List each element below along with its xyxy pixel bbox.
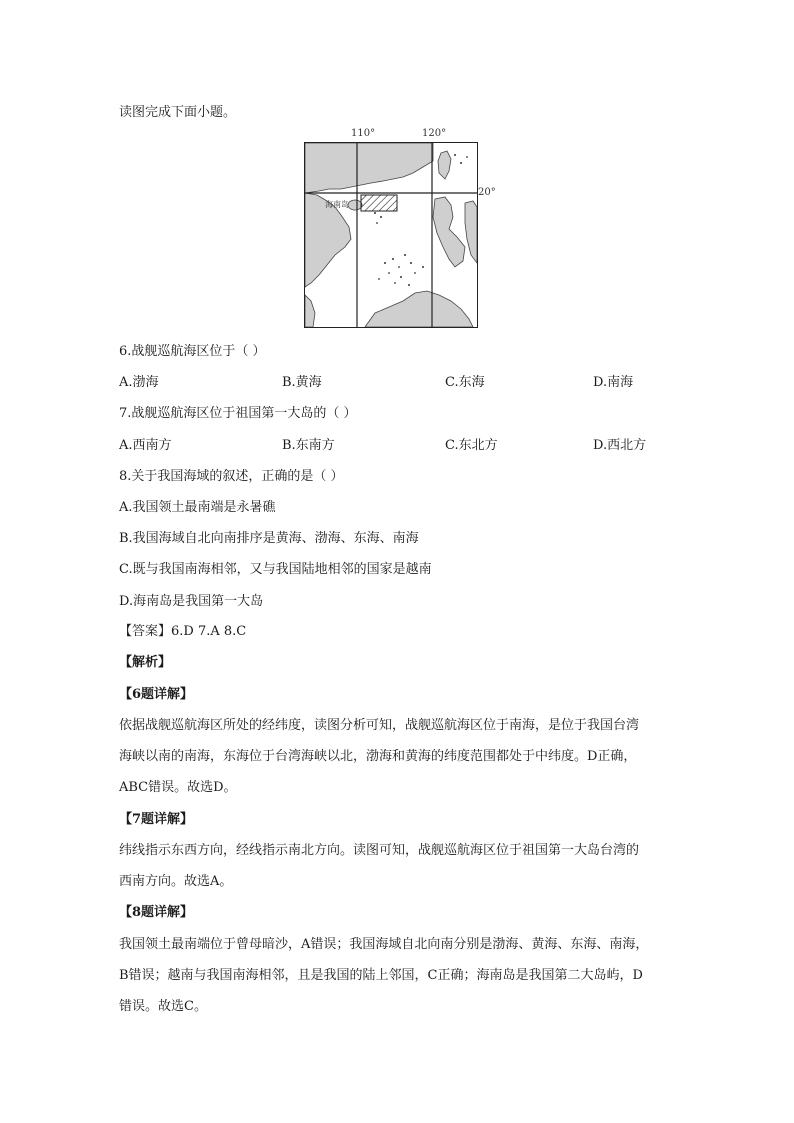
- answer-line: 【答案】6.D 7.A 8.C: [119, 624, 247, 639]
- south-china-sea-map: [304, 142, 478, 328]
- detail-7-heading: 【7题详解】: [119, 812, 194, 827]
- detail-7-line-1: 纬线指示东西方向，经线指示南北方向。读图可知，战舰巡航海区位于祖国第一大岛台湾的: [119, 843, 640, 858]
- question-8-option-c: C.既与我国南海相邻，又与我国陆地相邻的国家是越南: [119, 562, 432, 577]
- question-7-stem: 7.战舰巡航海区位于祖国第一大岛的（ ）: [119, 406, 357, 421]
- borneo-shape: [365, 291, 473, 327]
- question-6-option-c: C.东海: [445, 375, 485, 390]
- question-8-stem: 8.关于我国海域的叙述，正确的是（ ）: [119, 469, 344, 484]
- detail-8-line-2: B错误；越南与我国南海相邻，且是我国的陆上邻国，C正确；海南岛是我国第二大岛屿，D: [119, 968, 643, 983]
- philippines-shape: [433, 197, 465, 267]
- malay-peninsula-shape: [305, 295, 315, 327]
- intro-text: 读图完成下面小题。: [119, 105, 237, 120]
- question-8-option-d: D.海南岛是我国第一大岛: [119, 594, 264, 609]
- longitude-110-label: 110°: [351, 128, 376, 139]
- detail-6-line-3: ABC错误。故选D。: [119, 780, 237, 795]
- question-7-option-d: D.西北方: [593, 438, 647, 453]
- detail-8-line-3: 错误。故选C。: [119, 999, 207, 1014]
- detail-7-line-2: 西南方向。故选A。: [119, 874, 233, 889]
- hainan-island-label: 海南岛: [325, 200, 349, 209]
- analysis-heading: 【解析】: [119, 655, 172, 670]
- detail-8-heading: 【8题详解】: [119, 905, 194, 920]
- detail-6-line-2: 海峡以南的南海，东海位于台湾海峡以北，渤海和黄海的纬度范围都处于中纬度。D正确，: [119, 749, 637, 764]
- question-7-option-c: C.东北方: [445, 438, 498, 453]
- cruising-area-hatched: [361, 195, 397, 211]
- philippine-islands-east-shape: [465, 201, 477, 263]
- question-7-option-b: B.东南方: [282, 438, 335, 453]
- latitude-20-label: 20°: [478, 187, 496, 198]
- detail-6-heading: 【6题详解】: [119, 687, 194, 702]
- taiwan-shape: [438, 151, 451, 179]
- question-6-option-b: B.黄海: [282, 375, 322, 390]
- mainland-china-shape: [305, 143, 433, 193]
- question-6-option-d: D.南海: [593, 375, 634, 390]
- hainan-island-shape: [348, 200, 362, 210]
- question-7-option-a: A.西南方: [119, 438, 172, 453]
- longitude-120-label: 120°: [422, 128, 447, 139]
- detail-8-line-1: 我国领土最南端位于曾母暗沙，A错误；我国海域自北向南分别是渤海、黄海、东海、南海，: [119, 937, 649, 952]
- question-6-stem: 6.战舰巡航海区位于（ ）: [119, 344, 266, 359]
- question-6-option-a: A.渤海: [119, 375, 159, 390]
- question-8-option-a: A.我国领土最南端是永暑礁: [119, 500, 276, 515]
- map-graphic: [305, 143, 477, 327]
- question-8-option-b: B.我国海域自北向南排序是黄海、渤海、东海、南海: [119, 531, 419, 546]
- detail-6-line-1: 依据战舰巡航海区所处的经纬度，读图分析可知，战舰巡航海区位于南海，是位于我国台湾: [119, 718, 640, 733]
